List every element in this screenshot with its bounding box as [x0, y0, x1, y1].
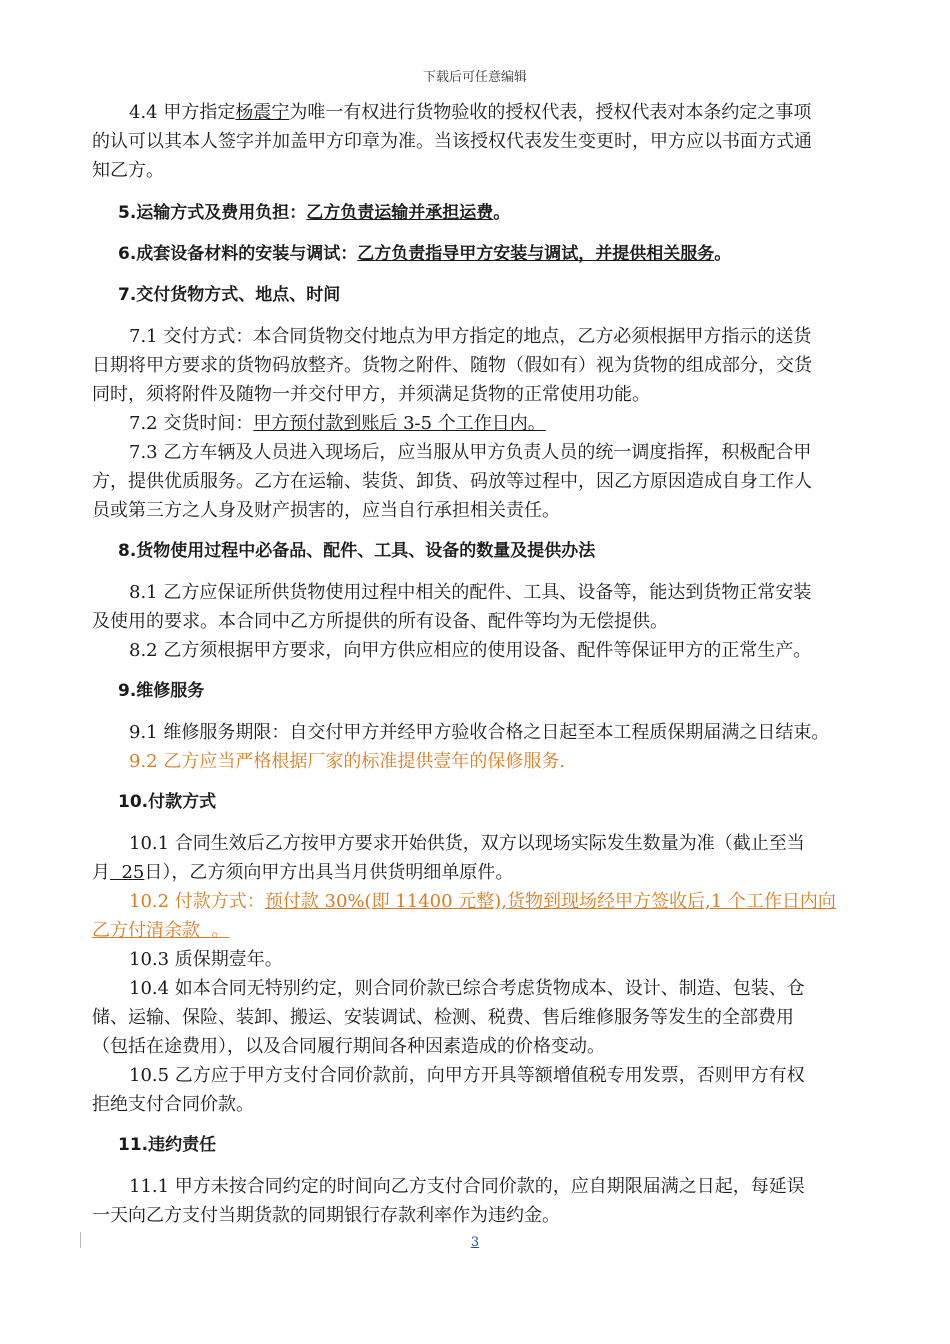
- clause-4-4-line-1: 4.4 甲方指定杨震宁为唯一有权进行货物验收的授权代表，授权代表对本条约定之事项: [129, 102, 812, 123]
- section-6-value: 乙方负责指导甲方安装与调试，并提供相关服务: [357, 244, 715, 264]
- section-7-heading: 7.交付货物方式、地点、时间: [118, 285, 341, 305]
- clause-10-4-line-2: 储、运输、保险、装卸、搬运、安装调试、检测、税费、售后维修服务等发生的全部费用: [92, 1007, 794, 1028]
- clause-8-1-line-2: 及使用的要求。本合同中乙方所提供的所有设备、配件等均为无偿提供。: [92, 611, 668, 632]
- cutoff-day-value: 25: [110, 862, 145, 883]
- clause-11-1-line-2: 一天向乙方支付当期货款的同期银行存款利率作为违约金。: [92, 1205, 560, 1226]
- clause-10-4-line-1: 10.4 如本合同无特别约定，则合同价款已综合考虑货物成本、设计、制造、包装、仓: [129, 978, 805, 999]
- page-number[interactable]: 3: [470, 1235, 480, 1250]
- clause-11-1-line-1: 11.1 甲方未按合同约定的时间向乙方支付合同价款的，应自期限届满之日起，每延误: [129, 1176, 805, 1197]
- clause-10-2-line-2: 乙方付清余款 。: [92, 920, 230, 941]
- clause-7-1-line-2: 日期将甲方要求的货物码放整齐。货物之附件、随物（假如有）视为货物的组成部分，交货: [92, 355, 812, 376]
- clause-4-4-line-3: 知乙方。: [92, 160, 164, 181]
- section-9-heading: 9.维修服务: [118, 681, 205, 701]
- clause-9-2: 9.2 乙方应当严格根据厂家的标准提供壹年的保修服务.: [129, 751, 566, 772]
- clause-7-3-line-1: 7.3 乙方车辆及人员进入现场后，应当服从甲方负责人员的统一调度指挥，积极配合甲: [129, 442, 812, 463]
- delivery-time-value: 甲方预付款到账后 3-5 个工作日内。: [253, 413, 546, 434]
- clause-9-1: 9.1 维修服务期限：自交付甲方并经甲方验收合格之日起至本工程质保期届满之日结束。: [129, 722, 830, 743]
- page-header: 下载后可任意编辑: [422, 70, 527, 85]
- clause-4-4-line-2: 的认可以其本人签字并加盖甲方印章为准。当该授权代表发生变更时，甲方应以书面方式通: [92, 131, 812, 152]
- section-6-heading: 6.成套设备材料的安装与调试：乙方负责指导甲方安装与调试，并提供相关服务。: [118, 244, 732, 264]
- section-10-heading: 10.付款方式: [118, 792, 217, 812]
- clause-10-3: 10.3 质保期壹年。: [129, 949, 283, 970]
- document-body: [92, 98, 862, 1230]
- clause-7-2: 7.2 交货时间：甲方预付款到账后 3-5 个工作日内。: [129, 413, 546, 434]
- section-8-heading: 8.货物使用过程中必备品、配件、工具、设备的数量及提供办法: [118, 541, 596, 561]
- clause-10-1-line-2: 月 25日），乙方须向甲方出具当月供货明细单原件。: [92, 862, 514, 883]
- clause-10-5-line-2: 拒绝支付合同价款。: [92, 1094, 254, 1115]
- clause-7-3-line-3: 员或第三方之人身及财产损害的，应当自行承担相关责任。: [92, 500, 560, 521]
- section-5-value: 乙方负责运输并承担运费: [306, 203, 494, 223]
- clause-8-2: 8.2 乙方须根据甲方要求，向甲方供应相应的使用设备、配件等保证甲方的正常生产。: [129, 640, 812, 661]
- clause-8-1-line-1: 8.1 乙方应保证所供货物使用过程中相关的配件、工具、设备等，能达到货物正常安装: [129, 582, 812, 603]
- clause-10-2-line-1: 10.2 付款方式：预付款 30%(即 11400 元整),货物到现场经甲方签收后,1 个工作日内向: [129, 891, 836, 912]
- clause-7-3-line-2: 方，提供优质服务。乙方在运输、装货、卸货、码放等过程中，因乙方原因造成自身工作人: [92, 471, 812, 492]
- clause-10-4-line-3: （包括在途费用），以及合同履行期间各种因素造成的价格变动。: [92, 1036, 605, 1057]
- clause-7-1-line-3: 同时，须将附件及随物一并交付甲方，并须满足货物的正常使用功能。: [92, 384, 650, 405]
- section-5-heading: 5.运输方式及费用负担：乙方负责运输并承担运费。: [118, 203, 511, 223]
- clause-10-1-line-1: 10.1 合同生效后乙方按甲方要求开始供货，双方以现场实际发生数量为准（截止至当: [129, 833, 805, 854]
- payment-method-value: 预付款 30%(即 11400 元整),货物到现场经甲方签收后,1 个工作日内向: [264, 891, 836, 912]
- clause-7-1-line-1: 7.1 交付方式：本合同货物交付地点为甲方指定的地点，乙方必须根据甲方指示的送货: [129, 326, 812, 347]
- authorized-representative-name: 杨震宁: [235, 102, 290, 123]
- section-11-heading: 11.违约责任: [118, 1135, 217, 1155]
- clause-10-5-line-1: 10.5 乙方应于甲方支付合同价款前，向甲方开具等额增值税专用发票，否则甲方有权: [129, 1065, 805, 1086]
